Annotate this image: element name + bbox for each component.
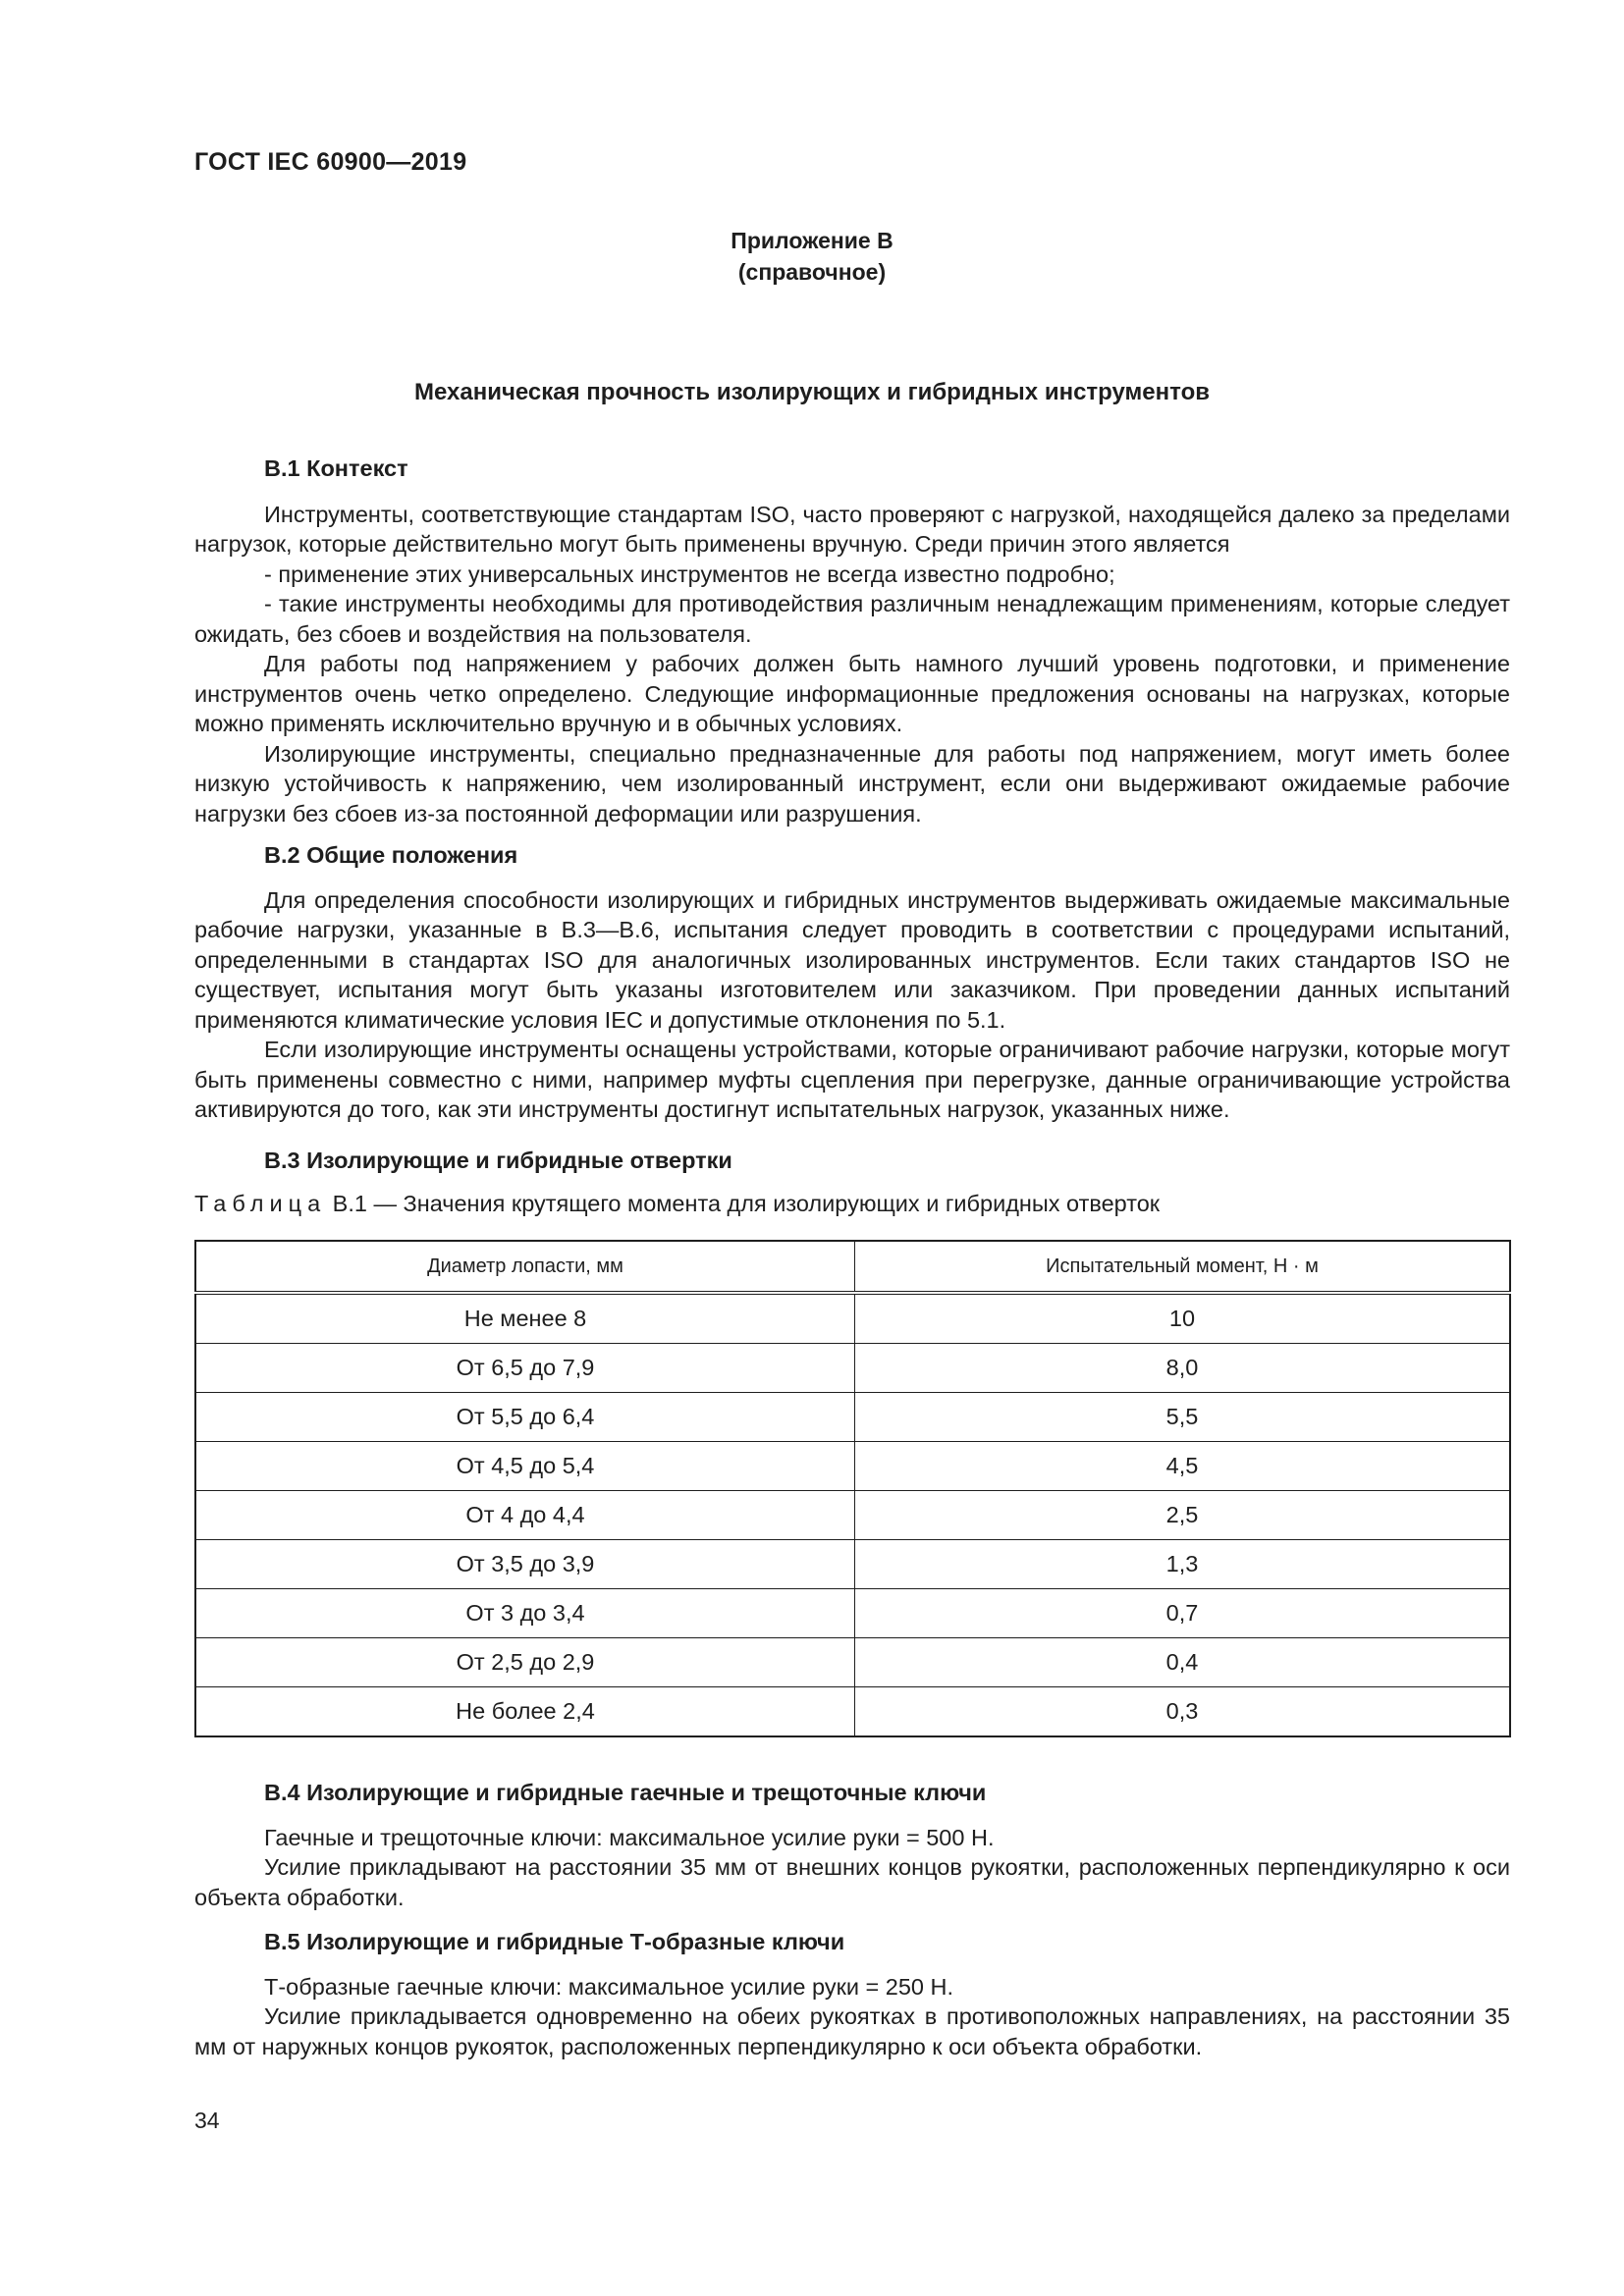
table-row: [195, 1344, 1510, 1393]
cell-test-torque: 1,3: [855, 1540, 1511, 1589]
table-row: [195, 1393, 1510, 1442]
section-b4-paragraph-1: Гаечные и трещоточные ключи: максимальное усилие руки = 500 Н.: [264, 1824, 995, 1850]
section-b5: [194, 1927, 1510, 2061]
table-row: [195, 1687, 1510, 1737]
cell-test-torque: 2,5: [855, 1491, 1511, 1540]
section-b5-paragraph-2: Усилие прикладывается одновременно на обеих рукоятках в противоположных направлениях, на расстоянии 35 мм от наружных концов рукояток, расположенных перпендикулярно к оси объекта обработки.: [194, 2003, 1510, 2059]
table-header-row: [195, 1241, 1510, 1293]
table-row: [195, 1491, 1510, 1540]
section-b1-paragraph-2: Для работы под напряжением у рабочих должен быть намного лучший уровень подготовки, и применение инструментов очень четко определено. Следующие информационные предложения основаны на нагрузках, которые можно применять исключительно вручную и в обычных условиях.: [194, 651, 1510, 736]
cell-blade-diameter: От 2,5 до 2,9: [195, 1638, 855, 1687]
table-row: [195, 1442, 1510, 1491]
annex-title: Приложение В: [731, 228, 893, 253]
cell-test-torque: 10: [855, 1293, 1511, 1344]
cell-blade-diameter: От 6,5 до 7,9: [195, 1344, 855, 1393]
section-b1-heading: В.1 Контекст: [264, 455, 408, 481]
torque-table: [194, 1240, 1511, 1737]
cell-blade-diameter: Не более 2,4: [195, 1687, 855, 1737]
section-b5-heading: В.5 Изолирующие и гибридные Т-образные ключи: [264, 1929, 845, 1954]
section-b5-paragraph-1: Т-образные гаечные ключи: максимальное усилие руки = 250 Н.: [264, 1973, 954, 2000]
cell-blade-diameter: От 4,5 до 5,4: [195, 1442, 855, 1491]
column-header-test-torque: Испытательный момент, Н · м: [855, 1241, 1511, 1293]
section-b2-paragraph-1: Для определения способности изолирующих и гибридных инструментов выдерживать ожидаемые максимальные рабочие нагрузки, указанные в В.3—В.6, испытания следует проводить в соответствии с процедурами испытаний, определенными в стандартах ISO для аналогичных изолированных инструментов. Если таких стандартов ISO не существует, испытания могут быть указаны изготовителем или заказчиком. При проведении данных испытаний применяются климатические условия IEC и допустимые отклонения по 5.1.: [194, 886, 1510, 1033]
table-caption-word: Таблица: [194, 1191, 327, 1216]
cell-blade-diameter: От 5,5 до 6,4: [195, 1393, 855, 1442]
cell-test-torque: 5,5: [855, 1393, 1511, 1442]
cell-test-torque: 0,3: [855, 1687, 1511, 1737]
section-b4-paragraph-2: Усилие прикладывают на расстоянии 35 мм от внешних концов рукоятки, расположенных перпендикулярно к оси объекта обработки.: [194, 1854, 1510, 1910]
table-row: [195, 1638, 1510, 1687]
cell-test-torque: 8,0: [855, 1344, 1511, 1393]
table-row: [195, 1540, 1510, 1589]
section-b2: [194, 840, 1510, 1125]
table-row: [195, 1293, 1510, 1344]
section-b1-paragraph-1: Инструменты, соответствующие стандартам ISO, часто проверяют с нагрузкой, находящейся далеко за пределами нагрузок, которые действительно могут быть применены вручную. Среди причин этого является: [194, 501, 1510, 557]
cell-blade-diameter: От 3 до 3,4: [195, 1589, 855, 1638]
section-b1-paragraph-3: Изолирующие инструменты, специально предназначенные для работы под напряжением, могут иметь более низкую устойчивость к напряжению, чем изолированный инструмент, если они выдерживают ожидаемые рабочие нагрузки без сбоев из-за постоянной деформации или разрушения.: [194, 740, 1510, 827]
cell-test-torque: 4,5: [855, 1442, 1511, 1491]
section-b3-heading: В.3 Изолирующие и гибридные отвертки: [264, 1148, 732, 1173]
table-row: [195, 1589, 1510, 1638]
section-b1: [194, 454, 1510, 828]
cell-blade-diameter: От 4 до 4,4: [195, 1491, 855, 1540]
cell-blade-diameter: Не менее 8: [195, 1293, 855, 1344]
main-title: Механическая прочность изолирующих и гибридных инструментов: [413, 379, 1210, 405]
annex-type: (справочное): [737, 259, 887, 285]
document-code-header: ГОСТ IEC 60900—2019: [194, 148, 467, 176]
section-b2-heading: В.2 Общие положения: [264, 842, 518, 868]
cell-blade-diameter: От 3,5 до 3,9: [195, 1540, 855, 1589]
section-b4: [194, 1778, 1510, 1912]
section-b1-list-item-2: - такие инструменты необходимы для противодействия различным ненадлежащим применениям, которые следует ожидать, без сбоев и воздействия на пользователя.: [194, 591, 1510, 647]
cell-test-torque: 0,7: [855, 1589, 1511, 1638]
column-header-blade-diameter: Диаметр лопасти, мм: [195, 1241, 855, 1293]
page-number: 34: [194, 2108, 220, 2133]
table-caption: [194, 1191, 1160, 1217]
section-b4-heading: В.4 Изолирующие и гибридные гаечные и трещоточные ключи: [264, 1780, 987, 1805]
section-b3: [194, 1146, 1510, 1176]
section-b1-list-item-1: - применение этих универсальных инструментов не всегда известно подробно;: [264, 561, 1115, 587]
section-b2-paragraph-2: Если изолирующие инструменты оснащены устройствами, которые ограничивают рабочие нагрузки, которые могут быть применены совместно с ними, например муфты сцепления при перегрузке, данные ограничивающие устройства активируются до того, как эти инструменты достигнут испытательных нагрузок, указанных ниже.: [194, 1037, 1510, 1122]
cell-test-torque: 0,4: [855, 1638, 1511, 1687]
table-caption-text: В.1 — Значения крутящего момента для изолирующих и гибридных отверток: [326, 1191, 1161, 1216]
